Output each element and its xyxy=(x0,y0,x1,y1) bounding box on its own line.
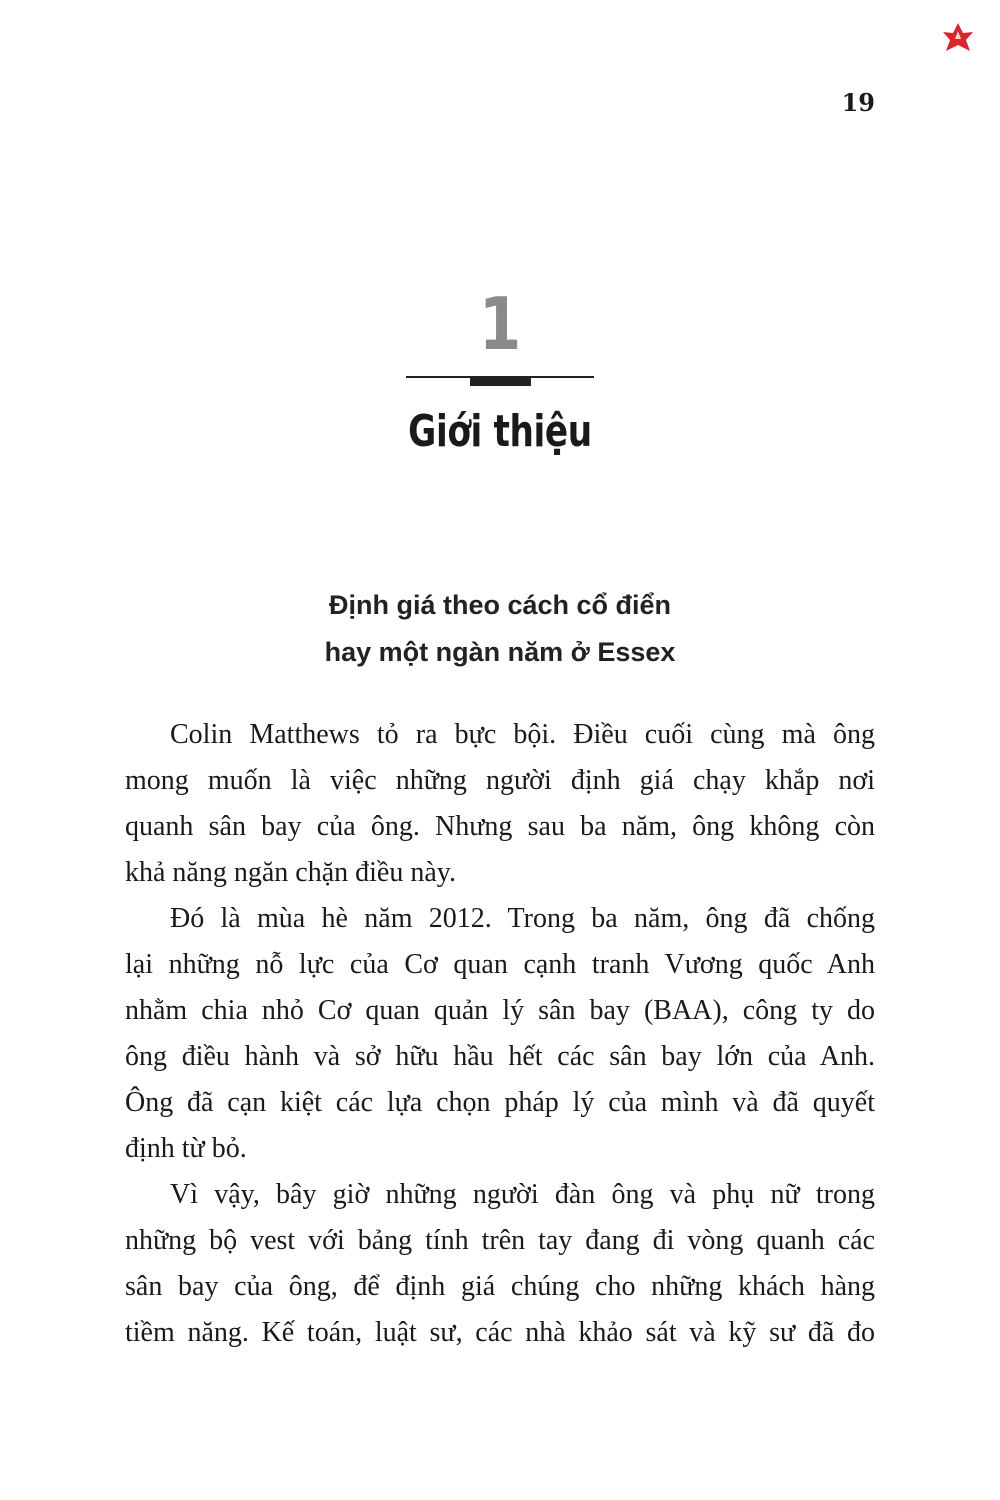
text-line: nhằm chia nhỏ Cơ quan quản lý sân bay (BAA), công ty do xyxy=(125,995,875,1026)
text-line: Đó là mùa hè năm 2012. Trong ba năm, ông đã chống xyxy=(170,903,875,934)
section-title-line: hay một ngàn năm ở Essex xyxy=(324,637,676,667)
text-line: Vì vậy, bây giờ những người đàn ông và phụ nữ trong xyxy=(170,1179,875,1210)
chapter-number: 1 xyxy=(478,282,522,366)
text-line: những bộ vest với bảng tính trên tay đang đi vòng quanh các xyxy=(125,1225,875,1256)
text-line: sân bay của ông, để định giá chúng cho những khách hàng xyxy=(125,1271,875,1302)
chapter-divider-bar xyxy=(470,378,531,386)
text-line: mong muốn là việc những người định giá chạy khắp nơi xyxy=(125,765,875,796)
publisher-logo-icon xyxy=(941,22,975,56)
text-line: Colin Matthews tỏ ra bực bội. Điều cuối cùng mà ông xyxy=(170,719,875,750)
text-line: quanh sân bay của ông. Nhưng sau ba năm, ông không còn xyxy=(125,811,875,842)
text-line: định từ bỏ. xyxy=(125,1133,247,1164)
page-number: 19 xyxy=(841,88,875,117)
text-line: khả năng ngăn chặn điều này. xyxy=(125,857,456,888)
text-line: lại những nỗ lực của Cơ quan cạnh tranh Vương quốc Anh xyxy=(125,949,875,980)
chapter-title: Giới thiệu xyxy=(408,406,592,457)
text-line: Ông đã cạn kiệt các lựa chọn pháp lý của mình và đã quyết xyxy=(125,1087,875,1118)
body-text xyxy=(125,712,875,1356)
text-line: tiềm năng. Kế toán, luật sư, các nhà khảo sát và kỹ sư đã đo xyxy=(125,1317,875,1348)
section-title-line: Định giá theo cách cổ điển xyxy=(328,590,672,620)
text-line: ông điều hành và sở hữu hầu hết các sân bay lớn của Anh. xyxy=(125,1041,875,1072)
